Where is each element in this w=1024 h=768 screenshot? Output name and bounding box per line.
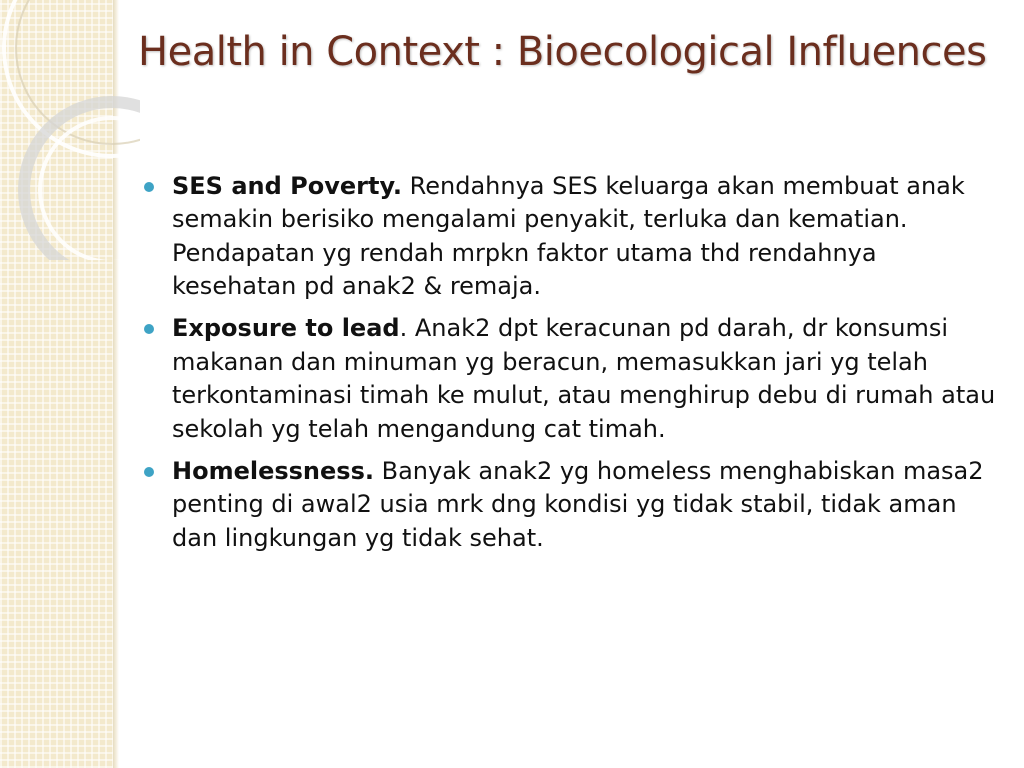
decorative-rings-icon bbox=[0, 0, 140, 260]
bullet-text: Rendahnya SES keluarga akan membuat anak semakin berisiko mengalami penyakit, terluka dan kematian. Pendapatan yg rendah mrpkn faktor utama thd rendahnya kesehatan pd anak2 & remaja. bbox=[172, 172, 965, 301]
bullet-item-ses bbox=[144, 170, 1006, 303]
bullet-lead: Exposure to lead bbox=[172, 314, 400, 343]
bullet-text: Banyak anak2 yg homeless menghabiskan masa2 penting di awal2 usia mrk dng kondisi yg tidak stabil, tidak aman dan lingkungan yg tidak sehat. bbox=[172, 456, 984, 552]
bullet-item-homelessness bbox=[144, 455, 1006, 555]
bullet-lead: SES and Poverty. bbox=[172, 172, 403, 200]
page-title: Health in Context : Bioecological Influences bbox=[138, 29, 987, 75]
bullet-dot-icon bbox=[144, 182, 154, 192]
bullet-list bbox=[144, 170, 1006, 564]
bullet-text: . Anak2 dpt keracunan pd darah, dr konsumsi makanan dan minuman yg beracun, memasukkan jari yg telah terkontaminasi timah ke mulut, atau menghirup debu di rumah atau sekolah yg telah mengandung cat timah. bbox=[172, 314, 996, 443]
bullet-dot-icon bbox=[144, 467, 154, 477]
bullet-dot-icon bbox=[144, 324, 154, 334]
bullet-item-lead-exposure bbox=[144, 312, 1006, 445]
bullet-lead: Homelessness. bbox=[172, 456, 374, 485]
